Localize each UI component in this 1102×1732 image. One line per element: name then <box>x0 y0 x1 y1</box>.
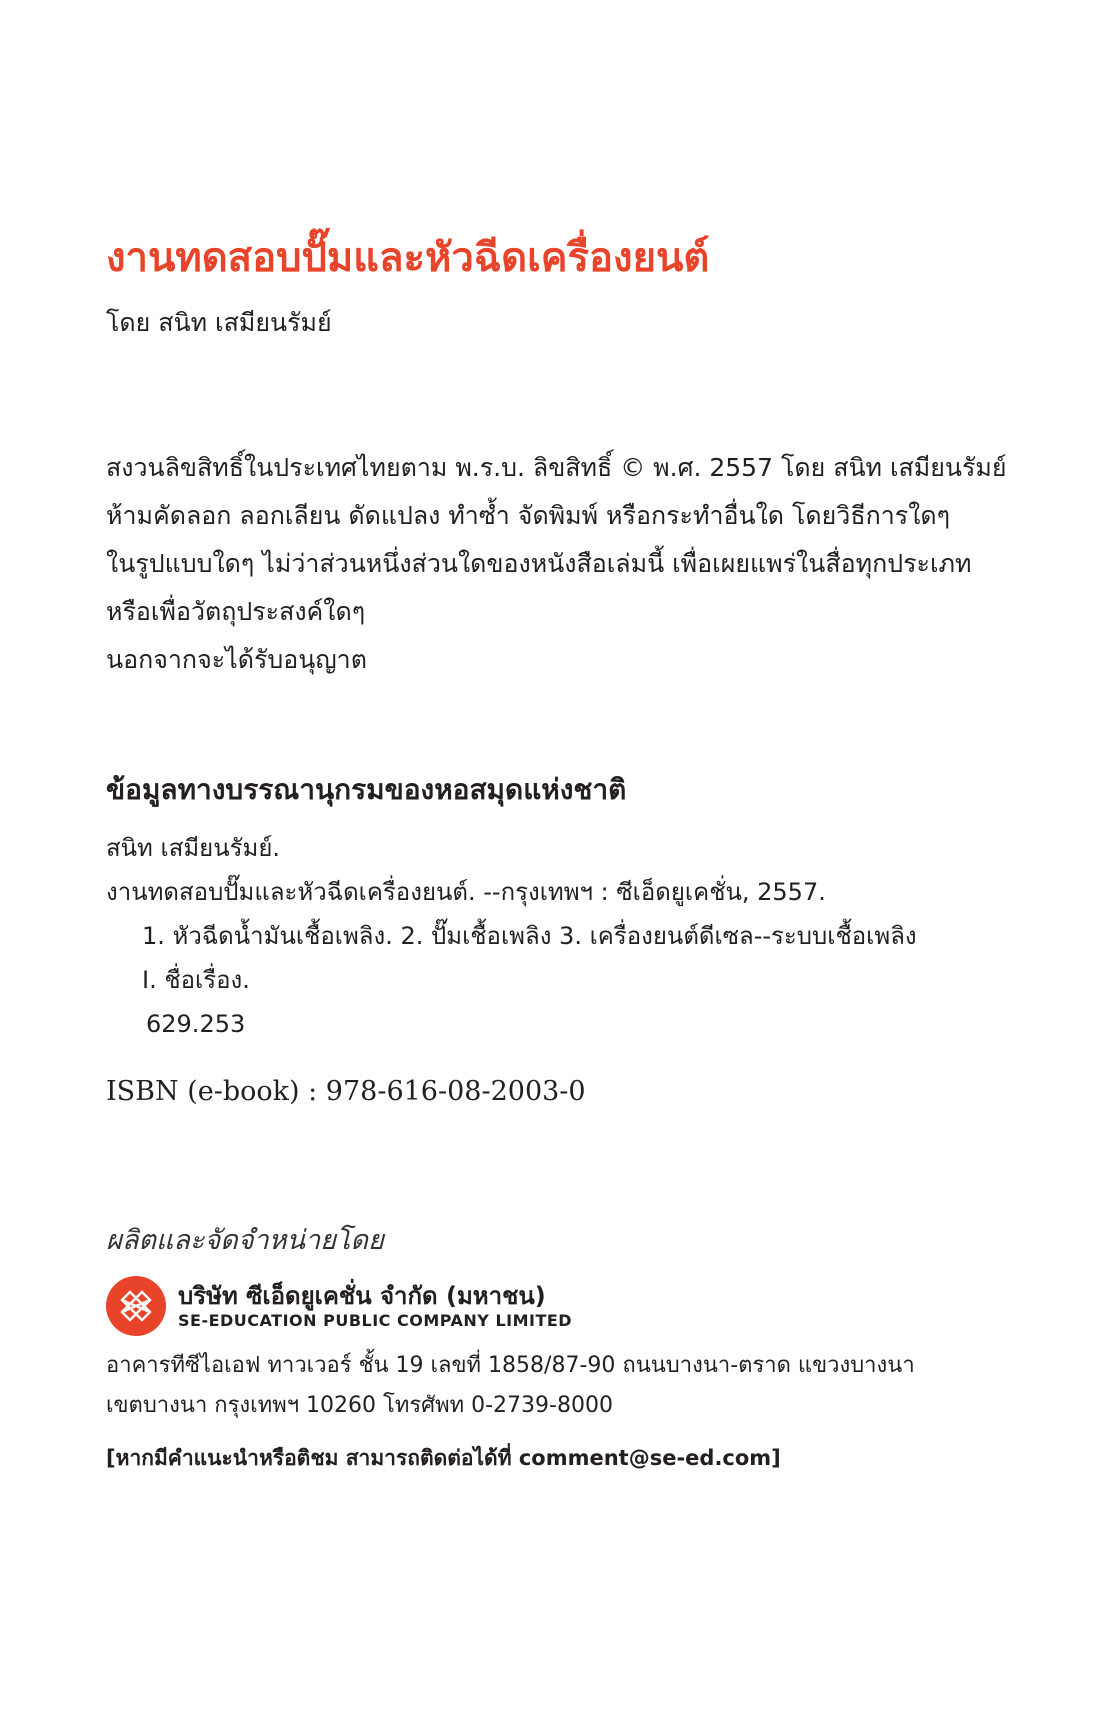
cip-subjects: 1. หัวฉีดน้ำมันเชื้อเพลิง. 2. ปั๊มเชื้อเพลิง 3. เครื่องยนต์ดีเซล--ระบบเชื้อเพลิง <box>142 922 917 950</box>
publisher-block <box>106 1276 572 1336</box>
cip-title-line: งานทดสอบปั๊มและหัวฉีดเครื่องยนต์. --กรุงเทพฯ : ซีเอ็ดยูเคชั่น, 2557. <box>106 878 826 906</box>
cip-title-entry: I. ชื่อเรื่อง. <box>142 966 250 994</box>
address-line: อาคารทีซีไอเอฟ ทาวเวอร์ ชั้น 19 เลขที่ 1858/87-90 ถนนบางนา-ตราด แขวงบางนา <box>106 1353 915 1378</box>
publisher-names <box>178 1281 572 1331</box>
copyright-line: สงวนลิขสิทธิ์ในประเทศไทยตาม พ.ร.บ. ลิขสิทธิ์ © พ.ศ. 2557 โดย สนิท เสมียนรัมย์ <box>106 453 1007 482</box>
publisher-logo-icon <box>106 1276 166 1336</box>
publisher-address <box>106 1346 915 1426</box>
address-line: เขตบางนา กรุงเทพฯ 10260 โทรศัพท 0-2739-8000 <box>106 1393 613 1418</box>
isbn: ISBN (e-book) : 978-616-08-2003-0 <box>106 1076 586 1107</box>
copyright-line: นอกจากจะได้รับอนุญาต <box>106 645 367 674</box>
copyright-line: หรือเพื่อวัตถุประสงค์ใดๆ <box>106 597 366 626</box>
book-title: งานทดสอบปั๊มและหัวฉีดเครื่องยนต์ <box>106 234 710 281</box>
author-byline: โดย สนิท เสมียนรัมย์ <box>106 308 332 337</box>
producer-label: ผลิตและจัดจำหน่ายโดย <box>106 1225 384 1256</box>
copyright-notice <box>106 444 1086 684</box>
cip-class-number: 629.253 <box>146 1010 246 1038</box>
publisher-name-english: SE-EDUCATION PUBLIC COMPANY LIMITED <box>178 1311 573 1330</box>
contact-note: [หากมีคำแนะนำหรือติชม สามารถติดต่อได้ที่ comment@se-ed.com] <box>106 1446 781 1470</box>
copyright-line: ห้ามคัดลอก ลอกเลียน ดัดแปลง ทำซ้ำ จัดพิมพ์ หรือกระทำอื่นใด โดยวิธีการใดๆ <box>106 501 951 530</box>
cip-record <box>106 826 917 1046</box>
copyright-line: ในรูปแบบใดๆ ไม่ว่าส่วนหนึ่งส่วนใดของหนังสือเล่มนี้ เพื่อเผยแพร่ในสื่อทุกประเภท <box>106 549 972 578</box>
publisher-name-thai: บริษัท ซีเอ็ดยูเคชั่น จำกัด (มหาชน) <box>178 1282 546 1310</box>
cip-heading: ข้อมูลทางบรรณานุกรมของหอสมุดแห่งชาติ <box>106 773 627 806</box>
cip-author: สนิท เสมียนรัมย์. <box>106 834 281 862</box>
